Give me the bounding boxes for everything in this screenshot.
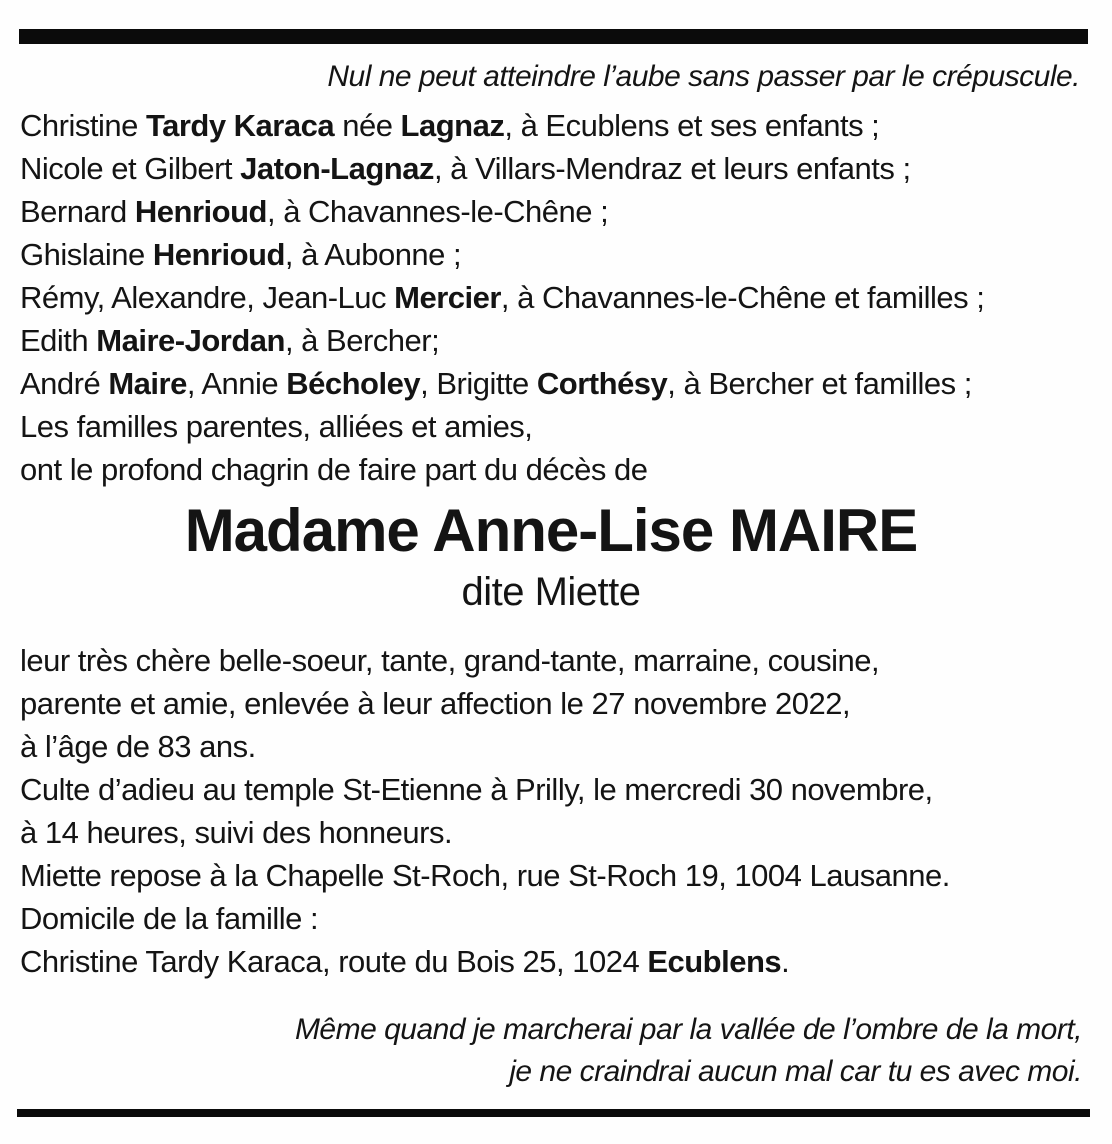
- name-emphasis: Maire: [108, 366, 187, 401]
- opening-quote: Nul ne peut atteindre l’aube sans passer par le crépuscule.: [327, 60, 1080, 93]
- text-segment: née: [334, 108, 401, 143]
- name-emphasis: Henrioud: [152, 237, 285, 272]
- top-rule: [19, 29, 1088, 44]
- text-segment: ont le profond chagrin de faire part du décès de: [20, 452, 648, 487]
- family-list-line: [20, 319, 1082, 362]
- name-emphasis: Bécholey: [286, 366, 421, 401]
- announcement-line: [20, 854, 1082, 897]
- text-segment: Ghislaine: [20, 237, 153, 272]
- closing-quote-line-2: je ne craindrai aucun mal car tu es avec moi.: [509, 1055, 1082, 1088]
- family-list-line: [20, 405, 1082, 448]
- family-list-line: [20, 276, 1082, 319]
- announcement-line: [20, 725, 1082, 768]
- text-segment: parente et amie, enlevée à leur affection le 27 novembre 2022,: [20, 686, 851, 721]
- text-segment: Culte d’adieu au temple St-Etienne à Prilly, le mercredi 30 novembre,: [20, 772, 933, 807]
- name-emphasis: Jaton-Lagnaz: [240, 151, 434, 186]
- name-emphasis: Henrioud: [134, 194, 267, 229]
- announcement-line: [20, 682, 1082, 725]
- announcement-line: [20, 811, 1082, 854]
- text-segment: André: [20, 366, 109, 401]
- name-emphasis: Ecublens: [647, 944, 782, 979]
- text-segment: Nicole et Gilbert: [20, 151, 241, 186]
- text-segment: , Annie: [186, 366, 287, 401]
- text-segment: à 14 heures, suivi des honneurs.: [20, 815, 453, 850]
- text-segment: , à Bercher;: [284, 323, 440, 358]
- text-segment: leur très chère belle-soeur, tante, grand-tante, marraine, cousine,: [20, 643, 880, 678]
- obituary-content: [0, 56, 1112, 1093]
- text-segment: , Brigitte: [420, 366, 537, 401]
- announcement-body: [20, 639, 1082, 983]
- family-list-line: [20, 448, 1082, 491]
- name-emphasis: Lagnaz: [400, 108, 505, 143]
- text-segment: Christine: [20, 108, 146, 143]
- text-segment: Edith: [20, 323, 97, 358]
- text-segment: à l’âge de 83 ans.: [20, 729, 256, 764]
- family-list-line: [20, 362, 1082, 405]
- closing-quote-line-1: Même quand je marcherai par la vallée de l’ombre de la mort,: [294, 1013, 1082, 1046]
- text-segment: , à Villars-Mendraz et leurs enfants ;: [433, 151, 911, 186]
- name-emphasis: Maire-Jordan: [96, 323, 285, 358]
- text-segment: , à Chavannes-le-Chêne ;: [266, 194, 609, 229]
- family-list-line: [20, 104, 1082, 147]
- name-emphasis: Tardy Karaca: [145, 108, 335, 143]
- announcement-line: [20, 897, 1082, 940]
- text-segment: Les familles parentes, alliées et amies,: [20, 409, 533, 444]
- announcement-line: [20, 639, 1082, 682]
- bottom-rule: [17, 1109, 1090, 1117]
- text-segment: , à Bercher et familles ;: [667, 366, 972, 401]
- name-emphasis: Mercier: [394, 280, 501, 315]
- text-segment: .: [781, 944, 790, 979]
- text-segment: , à Chavannes-le-Chêne et familles ;: [500, 280, 985, 315]
- family-list-line: [20, 190, 1082, 233]
- family-list: [20, 104, 1082, 491]
- announcement-line: [20, 768, 1082, 811]
- family-list-line: [20, 147, 1082, 190]
- text-segment: Bernard: [20, 194, 135, 229]
- text-segment: Domicile de la famille :: [20, 901, 319, 936]
- name-emphasis: Corthésy: [536, 366, 668, 401]
- family-list-line: [20, 233, 1082, 276]
- announcement-line: [20, 940, 1082, 983]
- text-segment: , à Aubonne ;: [284, 237, 462, 272]
- deceased-name: Madame Anne-Lise MAIRE: [184, 497, 918, 564]
- text-segment: Miette repose à la Chapelle St-Roch, rue St-Roch 19, 1004 Lausanne.: [20, 858, 950, 893]
- text-segment: Christine Tardy Karaca, route du Bois 25, 1024: [20, 944, 648, 979]
- text-segment: , à Ecublens et ses enfants ;: [504, 108, 880, 143]
- deceased-nickname: dite Miette: [461, 570, 641, 614]
- text-segment: Rémy, Alexandre, Jean-Luc: [20, 280, 395, 315]
